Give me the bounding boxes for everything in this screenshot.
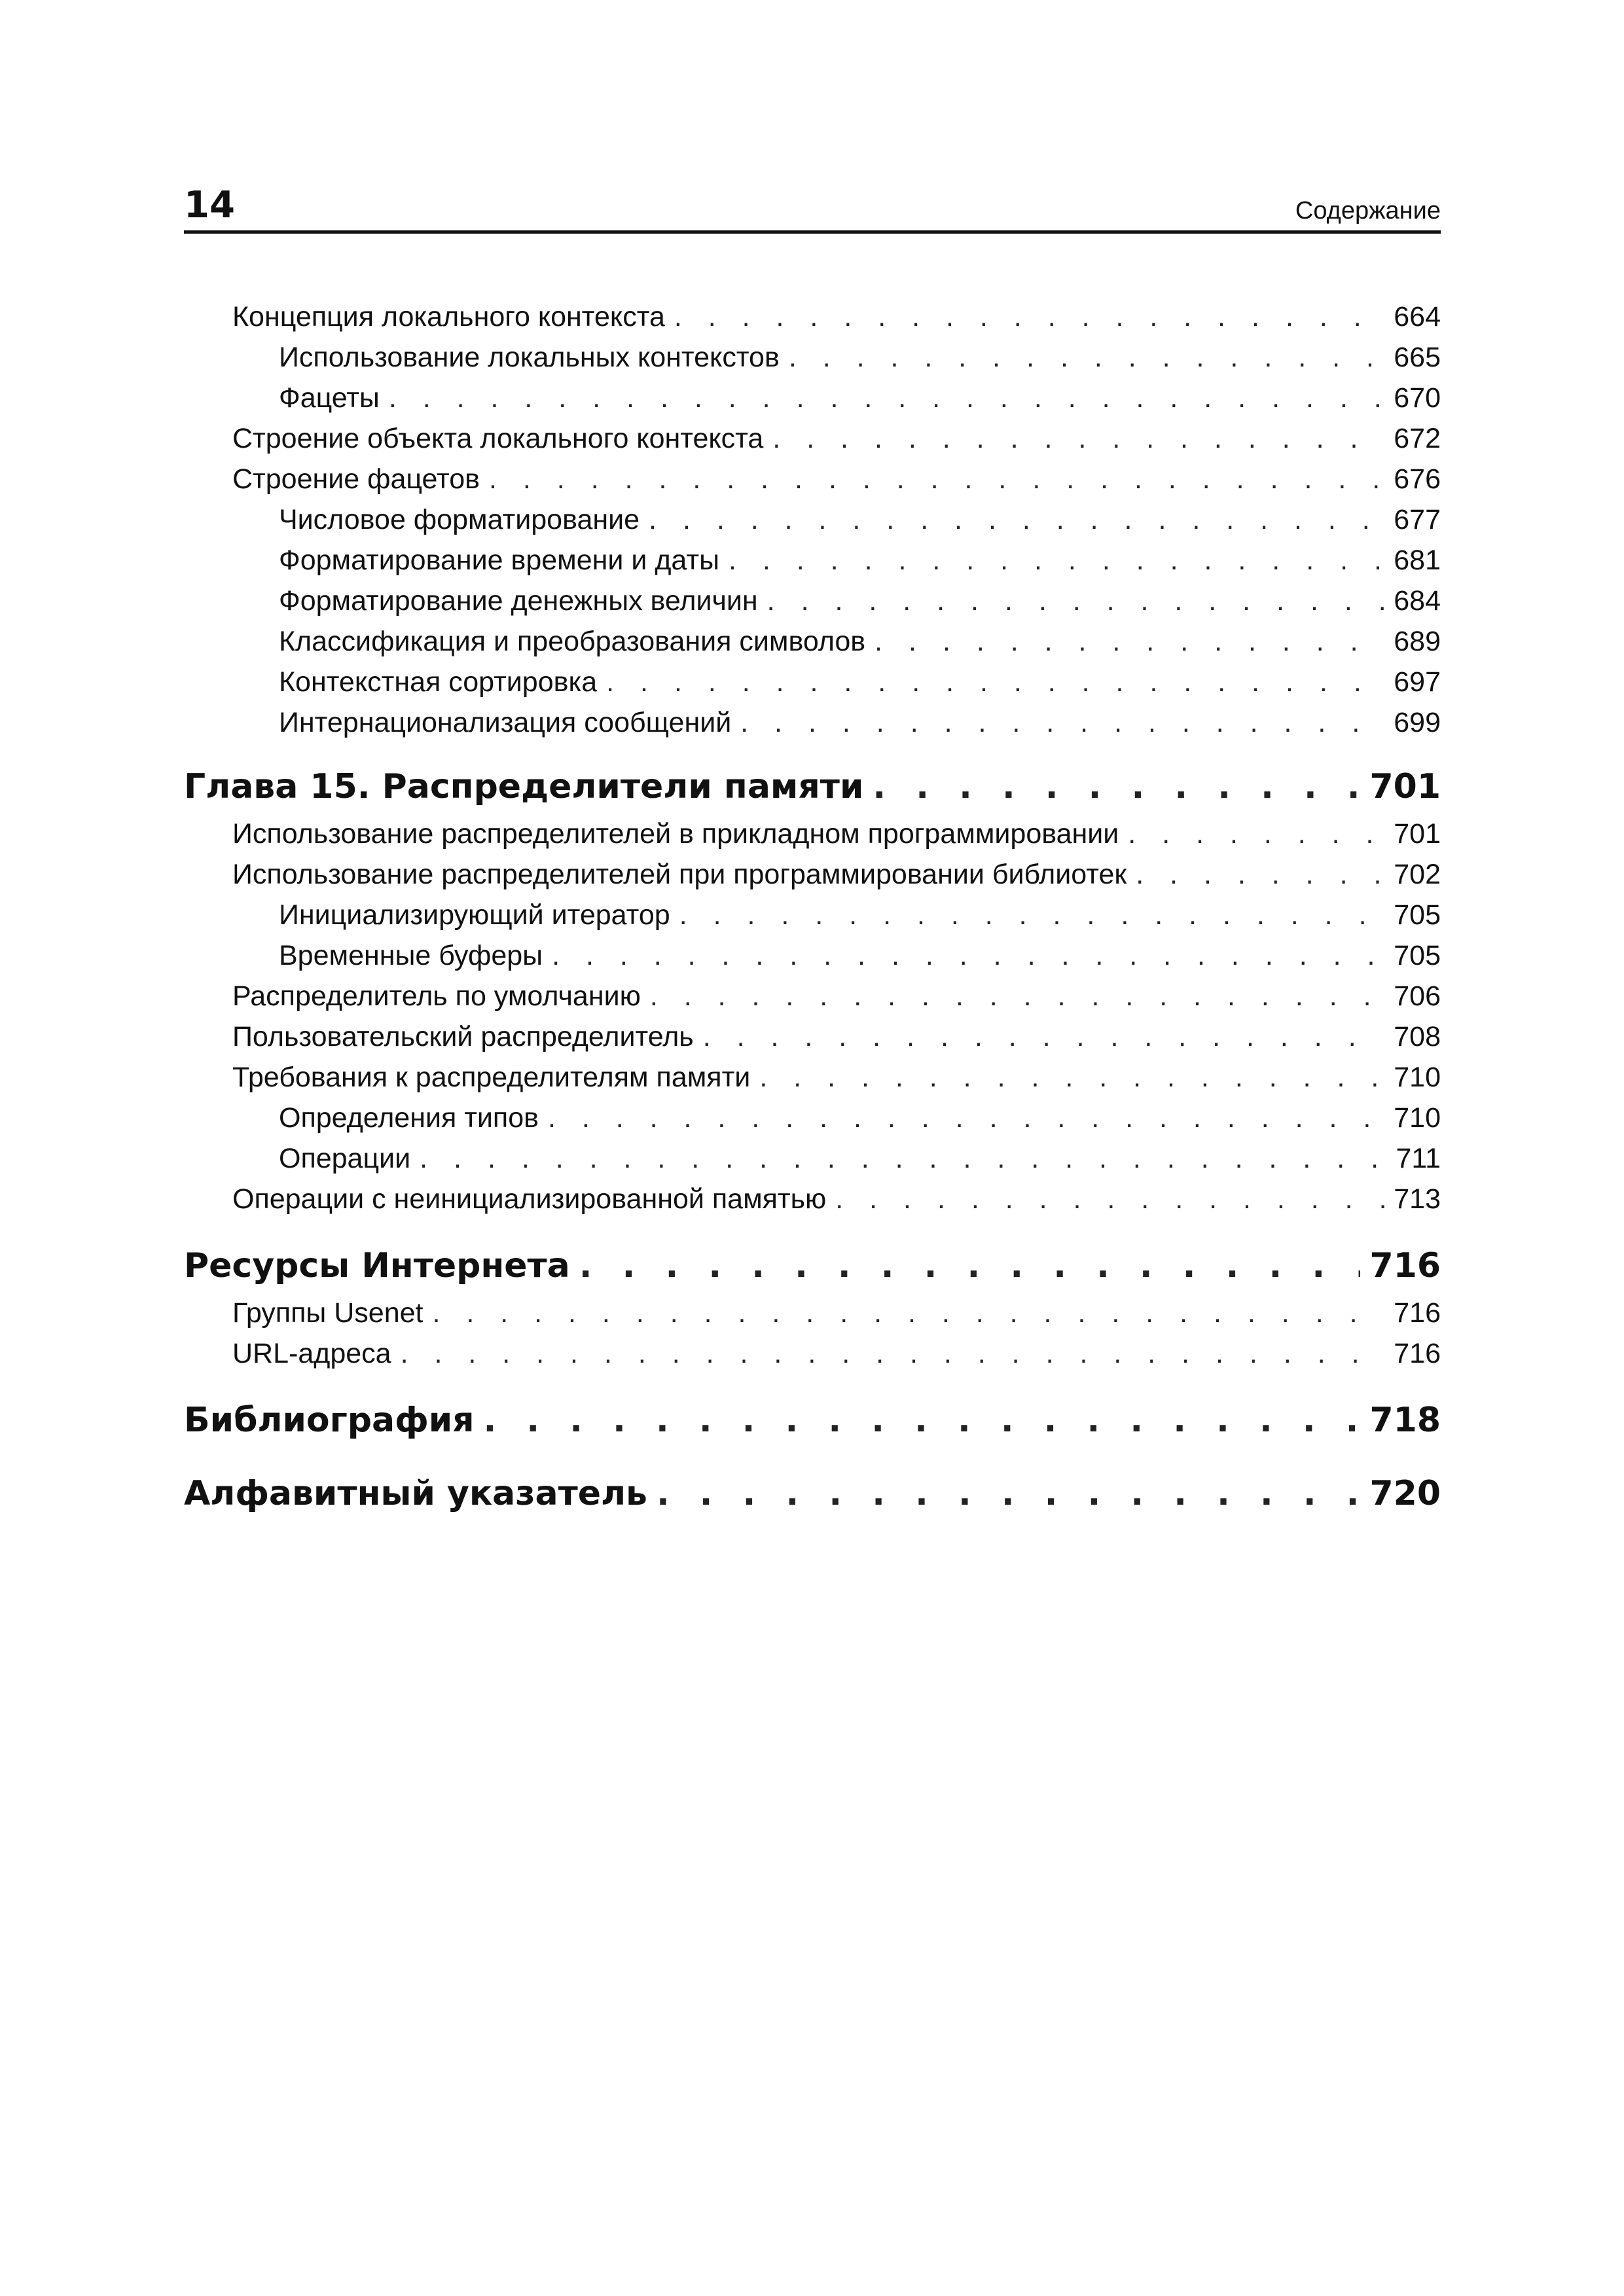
toc-entry-page: 711: [1396, 1143, 1441, 1174]
toc-entry-title: Числовое форматирование: [279, 504, 640, 535]
toc-chapter-page: 701: [1369, 767, 1441, 806]
toc-entry-title: Требования к распределителям памяти: [232, 1062, 751, 1093]
toc-entry-page: 664: [1394, 301, 1441, 332]
toc-entry[interactable]: [184, 1338, 1441, 1378]
dot-leader: [772, 423, 1384, 455]
toc-entry-page: 705: [1394, 899, 1441, 931]
toc-chapter-page: 720: [1369, 1474, 1441, 1513]
dot-leader: [489, 463, 1384, 495]
toc-entry-page: 710: [1394, 1062, 1441, 1093]
toc-chapter-page: 716: [1369, 1246, 1441, 1285]
toc-entry-page: 665: [1394, 342, 1441, 373]
toc-entry-page: 684: [1394, 585, 1441, 617]
toc-entry[interactable]: [184, 301, 1441, 342]
toc-entry-page: 713: [1394, 1183, 1441, 1215]
toc-entry[interactable]: [184, 382, 1441, 423]
toc-entry-page: 677: [1394, 504, 1441, 535]
toc-entry-page: 676: [1394, 463, 1441, 495]
toc-entry[interactable]: [184, 859, 1441, 899]
toc-entry[interactable]: [184, 899, 1441, 940]
toc-entry[interactable]: [184, 585, 1441, 626]
toc-entry-title: Временные буферы: [279, 940, 543, 971]
toc-entry-title: Определения типов: [279, 1102, 539, 1134]
dot-leader: [657, 1474, 1361, 1513]
toc-entry-page: 697: [1394, 666, 1441, 698]
toc-entry-title: Фацеты: [279, 382, 380, 414]
toc-chapter[interactable]: [184, 1474, 1441, 1525]
toc-entry-title: Классификация и преобразования символов: [279, 626, 866, 657]
dot-leader: [484, 1401, 1361, 1440]
toc-entry[interactable]: [184, 818, 1441, 859]
dot-leader: [740, 707, 1384, 739]
dot-leader: [552, 940, 1384, 972]
dot-leader: [1128, 818, 1384, 850]
toc-entry-page: 702: [1394, 859, 1441, 890]
toc-entry-title: Использование распределителей в прикладном программировании: [232, 818, 1119, 850]
dot-leader: [789, 342, 1384, 374]
toc-entry[interactable]: [184, 1102, 1441, 1143]
toc-entry-title: Операции: [279, 1143, 411, 1174]
toc-entry[interactable]: [184, 707, 1441, 747]
toc-entry-title: Строение объекта локального контекста: [232, 423, 764, 454]
dot-leader: [835, 1183, 1384, 1215]
toc-entry-page: 672: [1394, 423, 1441, 454]
dot-leader: [679, 899, 1385, 931]
toc-entry-title: Использование локальных контекстов: [279, 342, 780, 373]
dot-leader: [649, 504, 1384, 536]
dot-leader: [674, 301, 1384, 333]
toc-entry-page: 710: [1394, 1102, 1441, 1134]
toc-entry-page: 716: [1394, 1338, 1441, 1369]
toc-entry-title: Пользовательский распределитель: [232, 1021, 694, 1052]
page-number: 14: [184, 184, 235, 226]
toc-entry[interactable]: [184, 980, 1441, 1021]
toc-entry-title: Интернационализация сообщений: [279, 707, 732, 738]
dot-leader: [420, 1143, 1386, 1175]
toc-entry-title: Форматирование времени и даты: [279, 545, 719, 576]
toc-entry-page: 708: [1394, 1021, 1441, 1052]
toc-entry[interactable]: [184, 1062, 1441, 1102]
table-of-contents: [184, 301, 1441, 1525]
toc-entry-title: Инициализирующий итератор: [279, 899, 670, 931]
toc-entry-page: 706: [1394, 980, 1441, 1012]
dot-leader: [650, 980, 1384, 1013]
dot-leader: [875, 626, 1384, 658]
toc-entry-title: Использование распределителей при программировании библиотек: [232, 859, 1127, 890]
toc-entry[interactable]: [184, 342, 1441, 382]
toc-chapter[interactable]: [184, 1246, 1441, 1297]
toc-entry[interactable]: [184, 1297, 1441, 1338]
dot-leader: [873, 767, 1360, 806]
dot-leader: [767, 585, 1385, 617]
toc-chapter-page: 718: [1369, 1401, 1441, 1440]
toc-entry-page: 716: [1394, 1297, 1441, 1329]
dot-leader: [432, 1297, 1384, 1329]
running-title: Содержание: [1295, 197, 1441, 224]
toc-entry[interactable]: [184, 940, 1441, 980]
dot-leader: [606, 666, 1384, 698]
toc-entry-title: Группы Usenet: [232, 1297, 424, 1329]
toc-entry-page: 705: [1394, 940, 1441, 971]
toc-entry-title: Концепция локального контекста: [232, 301, 665, 332]
toc-chapter[interactable]: [184, 1401, 1441, 1452]
toc-entry[interactable]: [184, 504, 1441, 545]
toc-entry-title: Форматирование денежных величин: [279, 585, 758, 617]
dot-leader: [401, 1338, 1385, 1370]
toc-entry[interactable]: [184, 666, 1441, 707]
toc-entry-title: Операции с неинициализированной памятью: [232, 1183, 827, 1215]
toc-entry[interactable]: [184, 1183, 1441, 1224]
dot-leader: [703, 1021, 1385, 1053]
toc-entry[interactable]: [184, 545, 1441, 585]
toc-entry[interactable]: [184, 463, 1441, 504]
toc-chapter-title: Ресурсы Интернета: [184, 1246, 570, 1285]
dot-leader: [389, 382, 1384, 414]
toc-entry[interactable]: [184, 423, 1441, 463]
page-header: [184, 181, 1441, 234]
toc-entry[interactable]: [184, 1021, 1441, 1062]
toc-entry-page: 701: [1394, 818, 1441, 850]
toc-entry-title: Распределитель по умолчанию: [232, 980, 641, 1012]
toc-chapter-title: Алфавитный указатель: [184, 1474, 647, 1513]
dot-leader: [1136, 859, 1384, 891]
toc-chapter[interactable]: [184, 767, 1441, 818]
toc-entry[interactable]: [184, 626, 1441, 666]
toc-entry-page: 699: [1394, 707, 1441, 738]
dot-leader: [729, 545, 1384, 577]
dot-leader: [548, 1102, 1384, 1134]
toc-entry[interactable]: [184, 1143, 1441, 1183]
dot-leader: [759, 1062, 1384, 1094]
toc-chapter-title: Глава 15. Распределители памяти: [184, 767, 864, 806]
toc-chapter-title: Библиография: [184, 1401, 475, 1440]
toc-entry-page: 689: [1394, 626, 1441, 657]
toc-entry-page: 670: [1394, 382, 1441, 414]
toc-entry-title: Контекстная сортировка: [279, 666, 598, 698]
toc-entry-page: 681: [1394, 545, 1441, 576]
toc-entry-title: Строение фацетов: [232, 463, 480, 495]
dot-leader: [579, 1246, 1361, 1285]
toc-entry-title: URL-адреса: [232, 1338, 391, 1369]
